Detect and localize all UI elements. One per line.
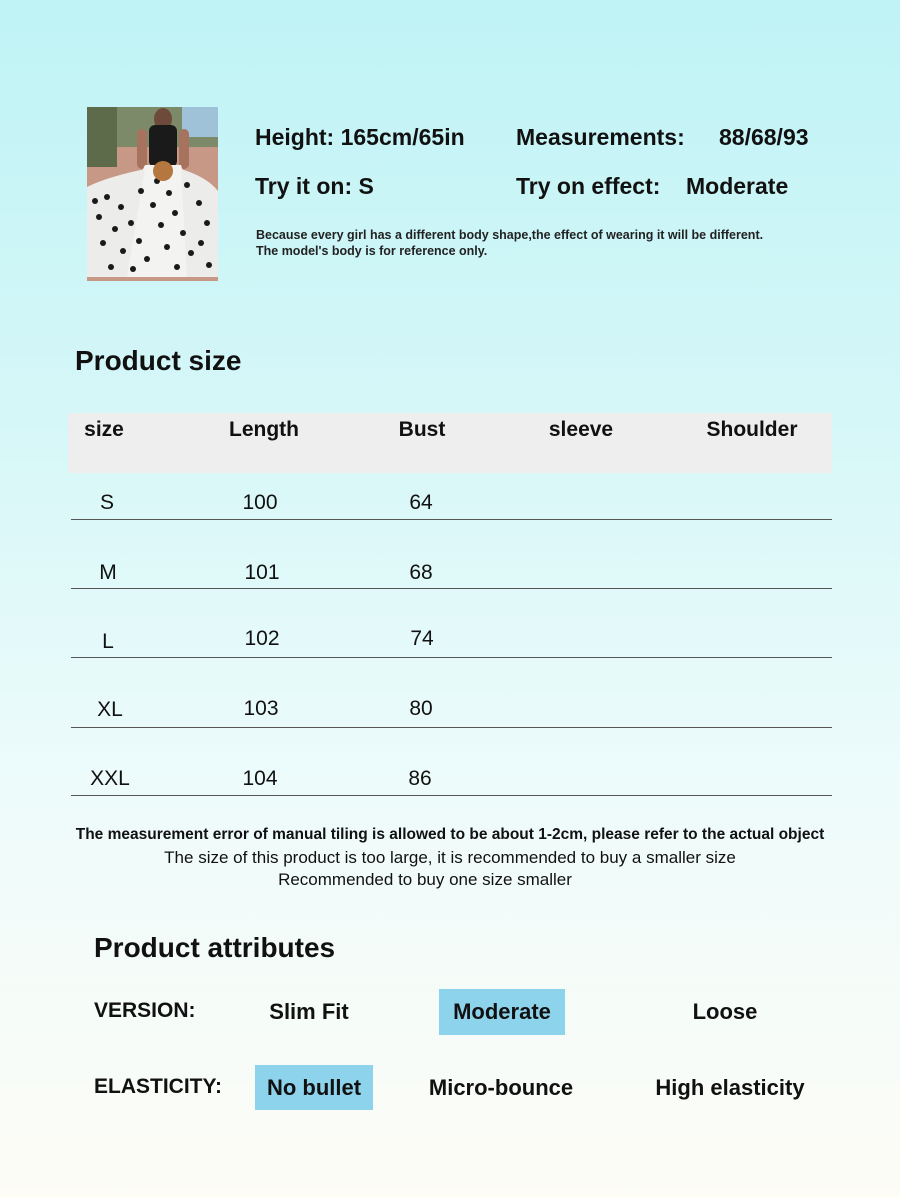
model-note-line1: Because every girl has a different body shape,the effect of wearing it will be different. bbox=[256, 228, 764, 242]
header-sleeve: sleeve bbox=[548, 418, 614, 441]
version-option-loose: Loose bbox=[692, 999, 758, 1024]
version-label: VERSION: bbox=[94, 999, 196, 1022]
cell-length: 103 bbox=[243, 697, 279, 720]
cell-length: 100 bbox=[242, 491, 278, 514]
model-note-line2: The model's body is for reference only. bbox=[256, 244, 488, 258]
cell-length: 104 bbox=[242, 767, 278, 790]
header-length: Length bbox=[229, 418, 299, 441]
measurements-label: Measurements: bbox=[516, 124, 685, 150]
elasticity-option-no-bullet: No bullet bbox=[255, 1065, 373, 1110]
cell-size: L bbox=[102, 630, 114, 653]
cell-bust: 64 bbox=[409, 491, 433, 514]
try-on-effect-value: Moderate bbox=[686, 173, 789, 199]
size-recommendation: Recommended to buy one size smaller bbox=[278, 870, 572, 889]
header-shoulder: Shoulder bbox=[706, 418, 798, 441]
header-bust: Bust bbox=[398, 418, 446, 441]
model-photo bbox=[87, 107, 218, 281]
cell-bust: 86 bbox=[408, 767, 432, 790]
model-note bbox=[256, 227, 856, 259]
product-size-title: Product size bbox=[75, 345, 242, 376]
cell-length: 101 bbox=[244, 561, 280, 584]
elasticity-option-high-elasticity: High elasticity bbox=[655, 1075, 805, 1100]
try-on-size: Try it on: S bbox=[255, 173, 374, 199]
try-on-effect-label: Try on effect: bbox=[516, 173, 661, 199]
cell-bust: 80 bbox=[409, 697, 433, 720]
measurements-value: 88/68/93 bbox=[719, 124, 809, 150]
header-size: size bbox=[84, 418, 124, 441]
cell-bust: 68 bbox=[409, 561, 433, 584]
model-photo-illustration bbox=[87, 107, 218, 281]
cell-size: M bbox=[99, 561, 117, 584]
cell-size: S bbox=[99, 491, 114, 514]
elasticity-label: ELASTICITY: bbox=[94, 1075, 222, 1098]
cell-length: 102 bbox=[244, 627, 280, 650]
version-option-slim-fit: Slim Fit bbox=[269, 999, 349, 1024]
cell-bust: 74 bbox=[410, 627, 434, 650]
elasticity-option-micro-bounce: Micro-bounce bbox=[428, 1075, 574, 1100]
cell-size: XL bbox=[97, 698, 123, 721]
product-attributes-title: Product attributes bbox=[94, 932, 336, 963]
row-divider bbox=[71, 795, 832, 796]
measurement-note: The measurement error of manual tiling is allowed to be about 1-2cm, please refer to the actual object bbox=[75, 826, 825, 843]
row-divider bbox=[71, 588, 832, 589]
row-divider bbox=[71, 657, 832, 658]
size-advice: The size of this product is too large, it is recommended to buy a smaller size bbox=[164, 848, 736, 867]
model-height: Height: 165cm/65in bbox=[255, 124, 465, 150]
row-divider bbox=[71, 519, 832, 520]
cell-size: XXL bbox=[90, 767, 130, 790]
version-option-moderate: Moderate bbox=[439, 989, 565, 1035]
row-divider bbox=[71, 727, 832, 728]
